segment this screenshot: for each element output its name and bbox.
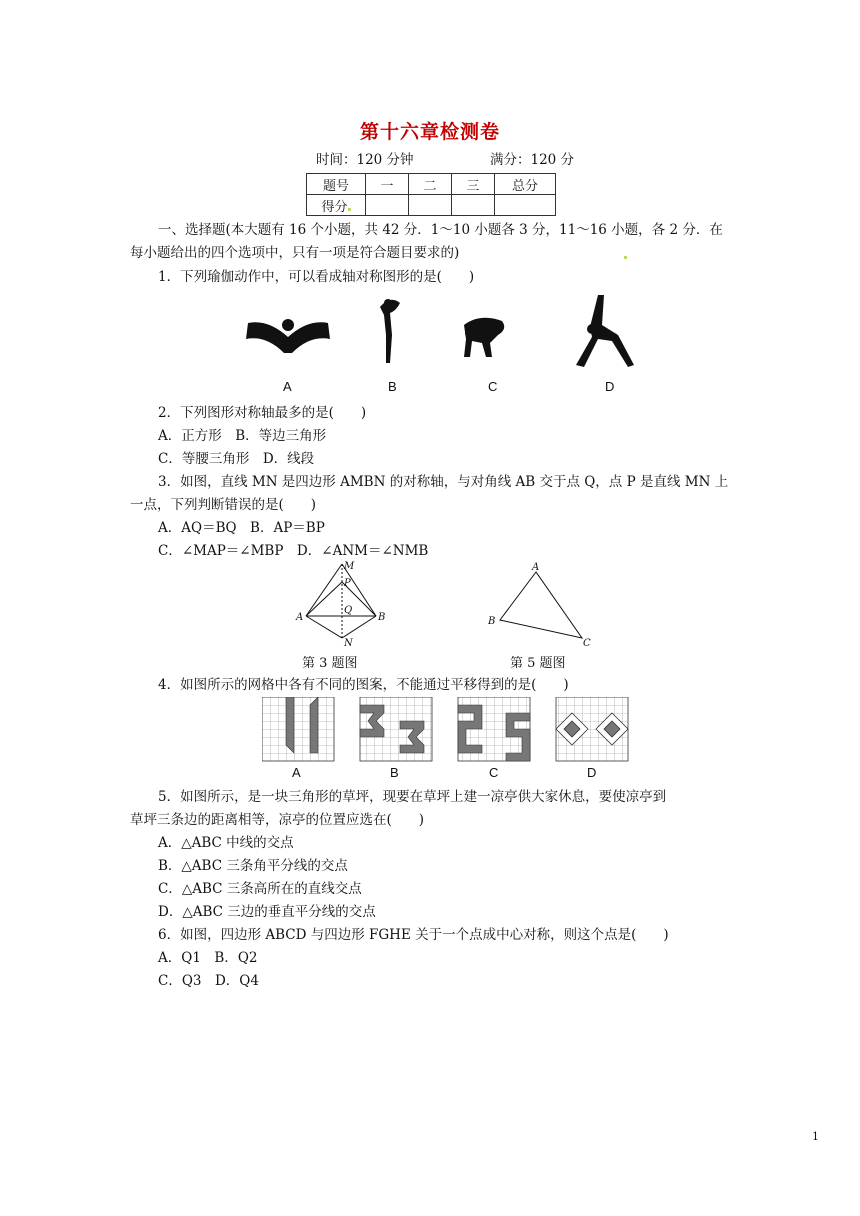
q4-label-b: B [390, 765, 399, 780]
q3-point-m: M [344, 561, 355, 572]
q3-options-ab: A．AQ＝BQ B．AP＝BP [158, 520, 325, 536]
q5-option-c: C．△ABC 三条高所在的直线交点 [158, 881, 362, 897]
exam-time: 时间：120 分钟 [316, 152, 414, 168]
page-number: 1 [812, 1130, 819, 1143]
q5-point-a: A [532, 562, 540, 573]
q6-options-cd: C．Q3 D．Q4 [158, 973, 259, 989]
q3-point-b: B [378, 612, 386, 623]
q5-point-b: B [488, 616, 496, 627]
page-title: 第十六章检测卷 [359, 121, 500, 143]
q3-point-n: N [344, 638, 353, 649]
q3-point-q: Q [344, 605, 353, 616]
q5-option-b: B．△ABC 三条角平分线的交点 [158, 858, 348, 874]
score-table-header: 二 [409, 174, 452, 195]
q5-stem-line1: 5．如图所示，是一块三角形的草坪，现要在草坪上建一凉亭供大家休息，要使凉亭到 [158, 789, 667, 805]
q3-stem-line2: 一点，下列判断错误的是( ) [130, 497, 317, 513]
q1-stem: 1．下列瑜伽动作中，可以看成轴对称图形的是( ) [158, 269, 475, 285]
q2-options-cd: C．等腰三角形 D．线段 [158, 451, 315, 467]
q5-point-c: C [583, 638, 591, 649]
q5-option-d: D．△ABC 三边的垂直平分线的交点 [158, 904, 376, 920]
q3-stem-line1: 3．如图，直线 MN 是四边形 AMBN 的对称轴，与对角线 AB 交于点 Q，点 P 是直线 MN 上 [158, 474, 729, 490]
q2-options-ab: A．正方形 B．等边三角形 [158, 428, 327, 444]
q4-label-d: D [587, 765, 597, 780]
q3-point-a: A [296, 612, 304, 623]
figure-q5 [484, 560, 594, 650]
score-table-header: 三 [452, 174, 495, 195]
q1-label-d: D [605, 379, 615, 394]
score-table [306, 173, 556, 216]
score-cell[interactable] [366, 195, 409, 216]
section1-intro-line2: 每小题给出的四个选项中，只有一项是符合题目要求的) [130, 245, 460, 261]
score-cell[interactable] [409, 195, 452, 216]
q6-options-ab: A．Q1 B．Q2 [158, 950, 258, 966]
q1-label-c: C [488, 379, 498, 394]
score-table-header: 题号 [307, 174, 366, 195]
q5-option-a: A．△ABC 中线的交点 [158, 835, 294, 851]
q3-point-p: P [344, 578, 351, 589]
yoga-figures [240, 295, 660, 375]
score-table-header: 总分 [495, 174, 556, 195]
q1-label-b: B [388, 379, 397, 394]
q5-stem-line2: 草坪三条边的距离相等，凉亭的位置应选在( ) [130, 812, 425, 828]
score-table-header: 一 [366, 174, 409, 195]
q5-caption: 第 5 题图 [510, 656, 566, 671]
q4-grids [262, 697, 642, 763]
score-table-row-label: 得分 [307, 195, 366, 216]
green-mark [624, 256, 627, 259]
q4-label-a: A [292, 765, 301, 780]
q2-stem: 2．下列图形对称轴最多的是( ) [158, 405, 367, 421]
q4-stem: 4．如图所示的网格中各有不同的图案，不能通过平移得到的是( ) [158, 677, 569, 693]
score-cell[interactable] [495, 195, 556, 216]
q1-label-a: A [283, 379, 292, 394]
q4-label-c: C [489, 765, 499, 780]
figure-q3 [292, 560, 392, 650]
q6-stem: 6．如图，四边形 ABCD 与四边形 FGHE 关于一个点成中心对称，则这个点是( ) [158, 927, 669, 943]
section1-intro-line1: 一、选择题(本大题有 16 个小题，共 42 分．1～10 小题各 3 分，11～16 小题，各 2 分．在 [158, 222, 723, 238]
q3-options-cd: C．∠MAP＝∠MBP D．∠ANM＝∠NMB [158, 543, 429, 559]
q3-caption: 第 3 题图 [302, 656, 358, 671]
score-cell[interactable] [452, 195, 495, 216]
exam-full-score: 满分：120 分 [490, 152, 575, 168]
